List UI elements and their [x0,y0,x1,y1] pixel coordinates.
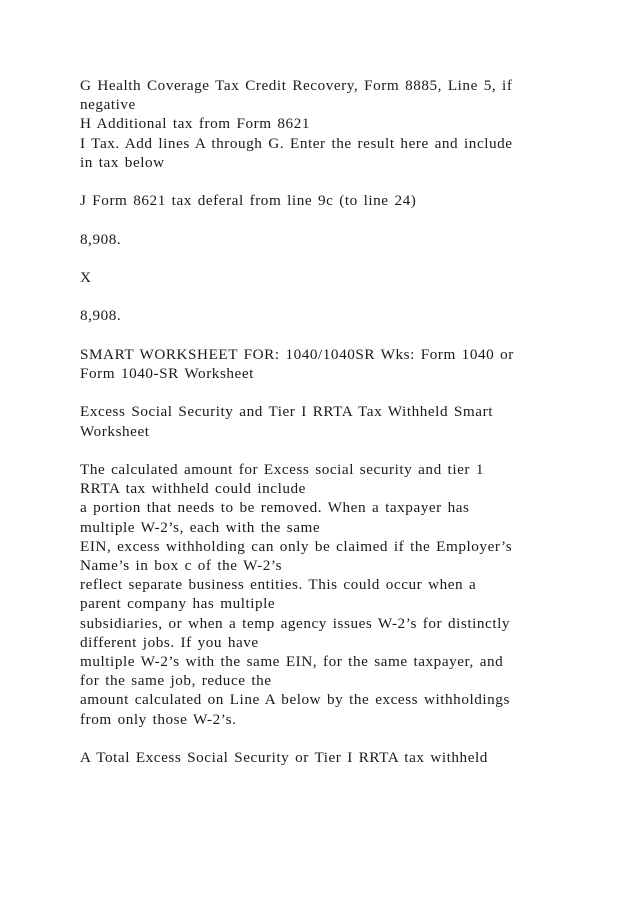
paragraph [80,402,562,440]
text-line: EIN, excess withholding can only be claimed if the Employer’s [80,537,513,555]
text-line: Excess Social Security and Tier I RRTA Tax Withheld Smart [80,403,493,421]
text-line: parent company has multiple [80,595,276,613]
text-line: in tax below [80,153,165,171]
document-body [80,76,562,786]
text-line: for the same job, reduce the [80,672,272,690]
text-line: amount calculated on Line A below by the excess withholdings [80,691,510,709]
text-line: subsidiaries, or when a temp agency issues W-2’s for distinctly [80,614,511,632]
paragraph [80,345,562,383]
paragraph [80,748,562,767]
text-line: SMART WORKSHEET FOR: 1040/1040SR Wks: Form 1040 or [80,345,514,363]
text-line: negative [80,96,136,114]
paragraph [80,268,562,287]
text-line: 8,908. [80,230,122,248]
text-line: multiple W-2’s, each with the same [80,518,321,536]
text-line: reflect separate business entities. This could occur when a [80,576,477,594]
text-line: a portion that needs to be removed. When a taxpayer has [80,499,470,517]
paragraph [80,460,562,729]
text-line: Form 1040-SR Worksheet [80,364,254,382]
text-line: I Tax. Add lines A through G. Enter the result here and include [80,134,513,152]
paragraph [80,76,562,172]
paragraph [80,306,562,325]
text-line: X [80,268,92,286]
text-line: from only those W-2’s. [80,710,237,728]
text-line: H Additional tax from Form 8621 [80,115,310,133]
text-line: RRTA tax withheld could include [80,480,306,498]
text-line: The calculated amount for Excess social security and tier 1 [80,460,484,478]
text-line: 8,908. [80,307,122,325]
text-line: Name’s in box c of the W-2’s [80,556,283,574]
text-line: Worksheet [80,422,150,440]
paragraph [80,191,562,210]
text-line: G Health Coverage Tax Credit Recovery, Form 8885, Line 5, if [80,77,513,94]
text-line: J Form 8621 tax deferal from line 9c (to line 24) [80,192,417,210]
paragraph [80,230,562,249]
text-line: A Total Excess Social Security or Tier I RRTA tax withheld [80,748,488,766]
text-line: different jobs. If you have [80,633,259,651]
text-line: multiple W-2’s with the same EIN, for the same taxpayer, and [80,652,504,670]
